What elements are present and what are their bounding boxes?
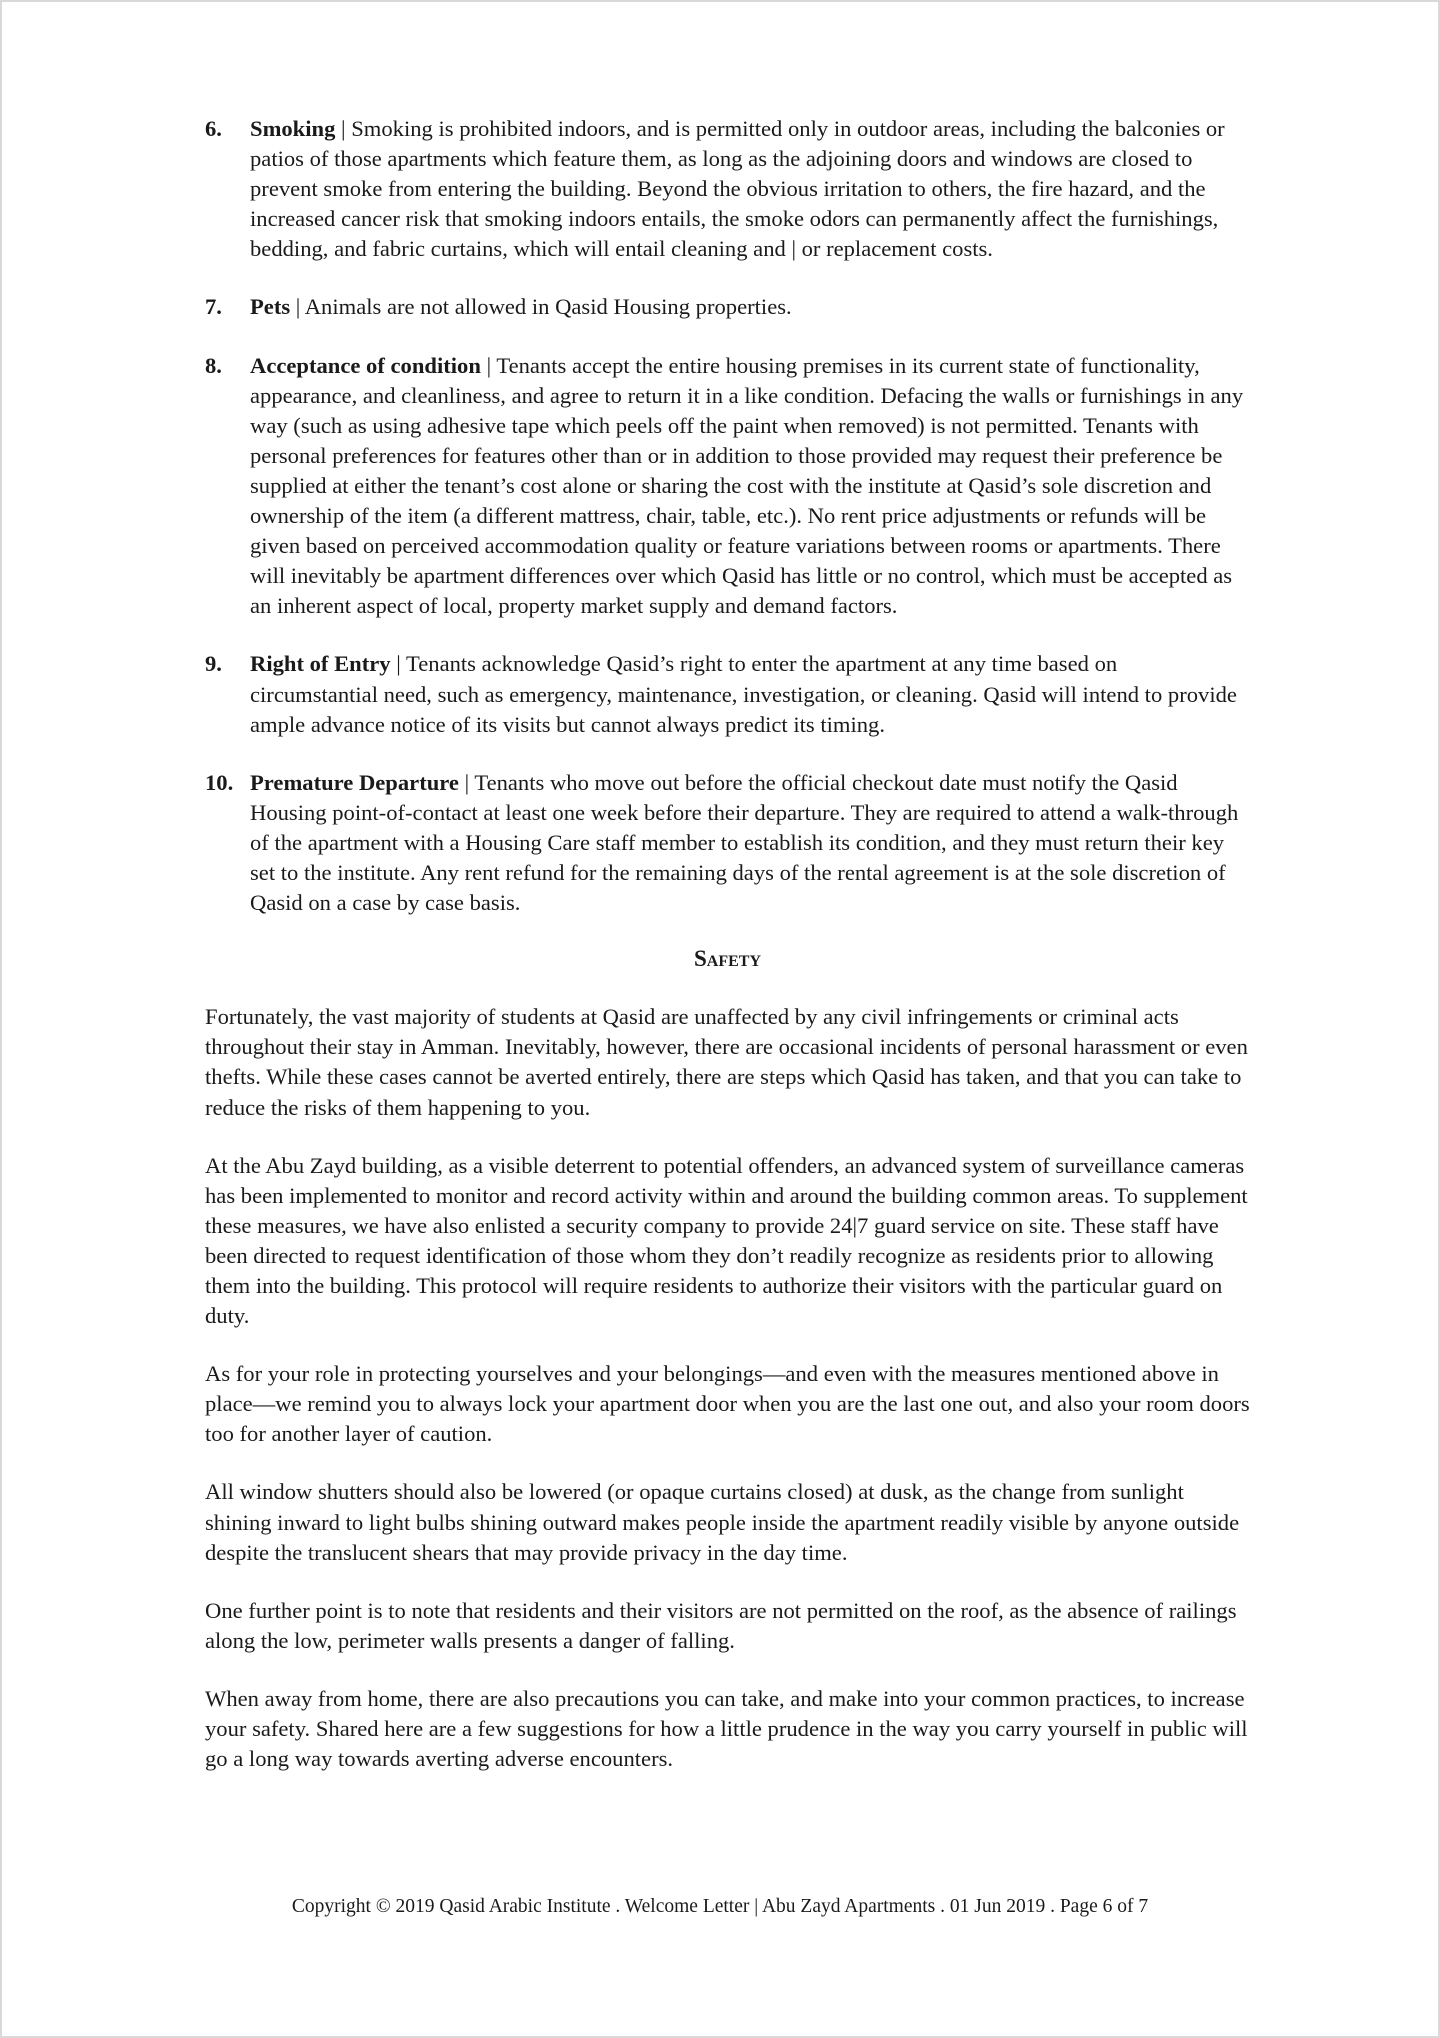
list-item-body <box>250 292 1250 322</box>
list-term: Acceptance of condition <box>250 352 481 378</box>
list-number: 7. <box>205 294 222 320</box>
list-description: Animals are not allowed in Qasid Housing properties. <box>304 294 792 320</box>
list-term: Pets <box>250 294 291 320</box>
list-number: 10. <box>205 769 234 795</box>
paragraph-building-security: At the Abu Zayd building, as a visible deterrent to potential offenders, an advanced system of surveillance cameras has been implemented to monitor and record activity within and around the building common areas. To supplement these measures, we have also enlisted a security company to provide 24|7 guard service on site. These staff have been directed to request identification of those whom they don’t readily recognize as residents prior to allowing them into the building. This protocol will require residents to authorize their visitors with the particular guard on duty. <box>205 1152 1248 1329</box>
list-item-body <box>250 114 1250 264</box>
paragraph-public-precautions: When away from home, there are also precautions you can take, and make into your common practices, to increase your safety. Shared here are a few suggestions for how a little prudence in the way you carry yourself in public will go a long way towards averting adverse encounters. <box>205 1685 1248 1772</box>
section-heading-safety: Safety <box>693 946 762 972</box>
list-item-body <box>250 649 1250 739</box>
list-term: Smoking <box>250 116 336 141</box>
paragraph-roof-access: One further point is to note that residents and their visitors are not permitted on the roof, as the absence of railings along the low, perimeter walls presents a danger of falling. <box>205 1597 1237 1653</box>
list-description: Tenants accept the entire housing premises in its current state of functionality, appearance, and cleanliness, and agree to return it in a like condition. Defacing the walls or furnishings in any way (such as using adhesive tape which peels off the paint when removed) is not permitted. Tenants with personal preferences for features other than or in addition to those provided may request their preference be supplied at either the tenant’s cost alone or sharing the cost with the institute at Qasid’s sole discretion and ownership of the item (a different mattress, chair, table, etc.). No rent price adjustments or refunds will be given based on perceived accommodation quality or feature variations between rooms or apartments. There will inevitably be apartment differences over which Qasid has little or no control, which must be accepted as an inherent aspect of local, property market supply and demand factors. <box>250 352 1244 619</box>
list-item-smoking <box>205 114 1250 264</box>
page-content <box>205 114 1250 1802</box>
paragraph-lock-doors: As for your role in protecting yourselves and your belongings—and even with the measures mentioned above in place—we remind you to always lock your apartment door when you are the last one out, and also your room doors too for another layer of caution. <box>205 1361 1250 1447</box>
term-separator: | <box>290 294 305 320</box>
paragraph-window-shutters: All window shutters should also be lowered (or opaque curtains closed) at dusk, as the change from sunlight shining inward to light bulbs shining outward makes people inside the apartment readily visible by anyone outside despite the translucent shears that may provide privacy in the day time. <box>205 1479 1240 1565</box>
term-separator: | <box>480 352 497 378</box>
list-description: Smoking is prohibited indoors, and is permitted only in outdoor areas, including the balconies or patios of those apartments which feature them, as long as the adjoining doors and windows are closed to prevent smoke from entering the building. Beyond the obvious irritation to others, the fire hazard, and the increased cancer risk that smoking indoors entails, the smoke odors can permanently affect the furnishings, bedding, and fabric curtains, which will entail cleaning and | or replacement costs. <box>250 116 1225 262</box>
paragraph-intro: Fortunately, the vast majority of students at Qasid are unaffected by any civil infringements or criminal acts throughout their stay in Amman. Inevitably, however, there are occasional incidents of personal harassment or even thefts. While these cases cannot be averted entirely, there are steps which Qasid has taken, and that you can take to reduce the risks of them happening to you. <box>205 1004 1248 1120</box>
term-separator: | <box>390 651 407 677</box>
list-item-body <box>250 351 1250 622</box>
list-item-acceptance-of-condition <box>205 351 1250 622</box>
list-number: 9. <box>205 651 222 677</box>
term-separator: | <box>335 116 352 141</box>
list-item-right-of-entry <box>205 649 1250 739</box>
term-separator: | <box>458 769 475 795</box>
list-item-pets <box>205 292 1250 322</box>
list-term: Right of Entry <box>250 651 391 677</box>
list-item-body <box>250 768 1250 918</box>
list-item-premature-departure <box>205 768 1250 918</box>
list-number: 6. <box>205 116 222 141</box>
list-description: Tenants acknowledge Qasid’s right to enter the apartment at any time based on circumstantial need, such as emergency, maintenance, investigation, or cleaning. Qasid will intend to provide ample advance notice of its visits but cannot always predict its timing. <box>250 651 1237 737</box>
list-description: Tenants who move out before the official checkout date must notify the Qasid Housing point-of-contact at least one week before their departure. They are required to attend a walk-through of the apartment with a Housing Care staff member to establish its condition, and they must return their key set to the institute. Any rent refund for the remaining days of the rental agreement is at the sole discretion of Qasid on a case by case basis. <box>250 769 1239 916</box>
list-term: Premature Departure <box>250 769 459 795</box>
page-footer: Copyright © 2019 Qasid Arabic Institute . Welcome Letter | Abu Zayd Apartments . 01 Jun 2019 . Page 6 of 7 <box>291 1896 1149 1917</box>
list-number: 8. <box>205 352 222 378</box>
